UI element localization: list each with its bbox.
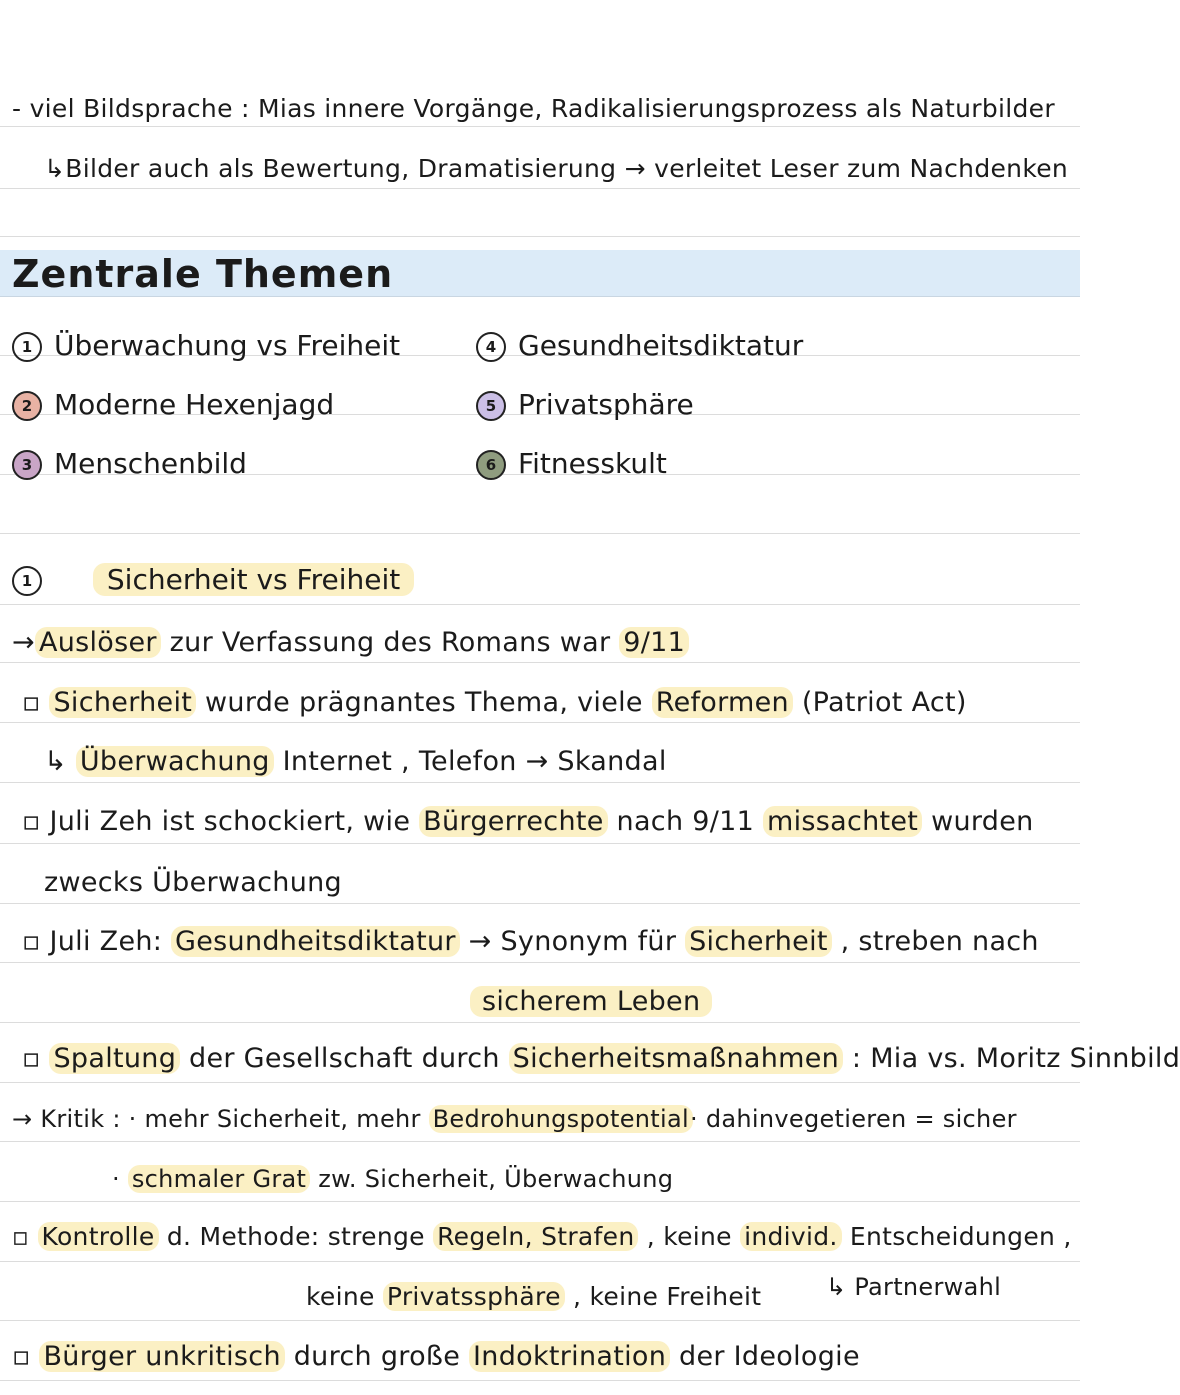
highlight: Reformen (652, 687, 793, 718)
theme-item (476, 387, 694, 423)
text: : Mia vs. Moritz Sinnbild (843, 1043, 1180, 1074)
rule-line (0, 188, 1080, 189)
number-circle-icon: 6 (476, 450, 506, 480)
note-line-13 (12, 1340, 860, 1374)
rule-line (0, 662, 1080, 663)
highlight: Indoktrination (469, 1341, 670, 1372)
note-line-9 (12, 1102, 693, 1136)
text: der Gesellschaft durch (180, 1043, 509, 1074)
note-line-8 (22, 1042, 1180, 1076)
theme-item (476, 446, 667, 482)
text: ▫ Juli Zeh ist schockiert, wie (22, 806, 420, 837)
highlight: Kontrolle (38, 1222, 159, 1251)
highlight: Sicherheit (685, 926, 832, 957)
number-circle-icon: 3 (12, 450, 42, 480)
highlight: missachtet (763, 806, 922, 837)
theme-label: Menschenbild (54, 447, 247, 480)
note-line-1 (12, 626, 689, 660)
highlight: Privatssphäre (383, 1282, 565, 1311)
text: · (112, 1165, 128, 1193)
theme-label: Fitnesskult (518, 447, 667, 480)
text: der Ideologie (670, 1341, 860, 1372)
theme-item (12, 387, 334, 423)
text: , keine (638, 1222, 741, 1251)
highlight: Überwachung (76, 746, 274, 777)
text: d. Methode: strenge (158, 1222, 434, 1251)
rule-line (0, 1022, 1080, 1023)
text: , keine Freiheit (564, 1282, 762, 1311)
note-line-6 (22, 925, 1039, 959)
intro-line-1: - viel Bildsprache : Mias innere Vorgänge, Radikalisierungsprozess als Naturbilder (12, 94, 1055, 123)
text: zw. Sicherheit, Überwachung (310, 1165, 674, 1193)
note-line-2 (22, 686, 967, 720)
text: Internet , Telefon → Skandal (273, 746, 667, 777)
text: → Synonym für (459, 926, 686, 957)
text: keine (306, 1282, 383, 1311)
rule-line (0, 962, 1080, 963)
theme-item (12, 328, 400, 364)
arrow-icon: → (12, 627, 35, 658)
highlight: Regeln, Strafen (433, 1222, 638, 1251)
highlight: Bürger unkritisch (39, 1341, 284, 1372)
intro-line-2: ↳Bilder auch als Bewertung, Dramatisierung → verleitet Leser zum Nachdenken (44, 154, 1069, 183)
note-line-4 (22, 805, 1034, 839)
rule-line (0, 604, 1080, 605)
number-circle-icon: 4 (476, 332, 506, 362)
note-line-9-right: · dahinvegetieren = sicher (690, 1105, 1017, 1133)
highlight: Sicherheit (49, 687, 196, 718)
arrow-icon: ↳ (44, 746, 76, 777)
text: (Patriot Act) (792, 687, 967, 718)
rule-line (0, 843, 1080, 844)
rule-line (0, 1141, 1080, 1142)
highlight: Sicherheitsmaßnahmen (509, 1043, 843, 1074)
section-1-heading (12, 562, 414, 598)
bullet-icon: ▫ (12, 1341, 40, 1372)
text: ▫ Juli Zeh: (22, 926, 172, 957)
text: nach 9/11 (607, 806, 763, 837)
number-circle-icon: 1 (12, 566, 42, 596)
rule-line (0, 782, 1080, 783)
theme-label: Moderne Hexenjagd (54, 388, 335, 421)
rule-line (0, 903, 1080, 904)
number-circle-icon: 5 (476, 391, 506, 421)
theme-item (12, 446, 247, 482)
rule-line (0, 1082, 1080, 1083)
theme-item (476, 328, 803, 364)
text: zur Verfassung des Romans war (160, 627, 620, 658)
note-line-11 (12, 1220, 1072, 1254)
section-1-title: Sicherheit vs Freiheit (93, 563, 414, 596)
rule-line (0, 1320, 1080, 1321)
highlight: 9/11 (619, 627, 689, 658)
theme-label: Privatsphäre (518, 388, 694, 421)
number-circle-icon: 1 (12, 332, 42, 362)
rule-line (0, 236, 1080, 237)
rule-line (0, 1201, 1080, 1202)
rule-line (0, 126, 1080, 127)
highlight: Gesundheitsdiktatur (171, 926, 460, 957)
theme-label: Überwachung vs Freiheit (54, 329, 401, 362)
highlight: Bürgerrechte (419, 806, 608, 837)
highlight: individ. (740, 1222, 842, 1251)
highlight: Bedrohungspotential (429, 1105, 693, 1133)
bullet-icon: ▫ (22, 687, 50, 718)
theme-label: Gesundheitsdiktatur (518, 329, 804, 362)
rule-line (0, 1380, 1080, 1381)
highlight: schmaler Grat (128, 1165, 310, 1193)
note-line-3 (44, 745, 667, 779)
rule-line (0, 1261, 1080, 1262)
text: → Kritik : · mehr Sicherheit, mehr (12, 1105, 429, 1133)
note-line-7 (470, 985, 712, 1019)
text: wurden (922, 806, 1034, 837)
note-line-5: zwecks Überwachung (44, 867, 342, 898)
section-heading: Zentrale Themen (12, 252, 394, 296)
note-line-10 (112, 1162, 673, 1196)
highlight: Auslöser (35, 627, 161, 658)
rule-line (0, 533, 1080, 534)
note-line-12 (306, 1280, 761, 1314)
note-line-12-right: ↳ Partnerwahl (826, 1273, 1002, 1301)
bullet-icon: ▫ (22, 1043, 50, 1074)
text: wurde prägnantes Thema, viele (196, 687, 652, 718)
number-circle-icon: 2 (12, 391, 42, 421)
rule-line (0, 722, 1080, 723)
highlight: sicherem Leben (470, 986, 712, 1017)
highlight: Spaltung (49, 1043, 180, 1074)
bullet-icon: ▫ (12, 1222, 38, 1251)
text: durch große (284, 1341, 470, 1372)
text: Entscheidungen , (841, 1222, 1072, 1251)
text: , streben nach (831, 926, 1039, 957)
